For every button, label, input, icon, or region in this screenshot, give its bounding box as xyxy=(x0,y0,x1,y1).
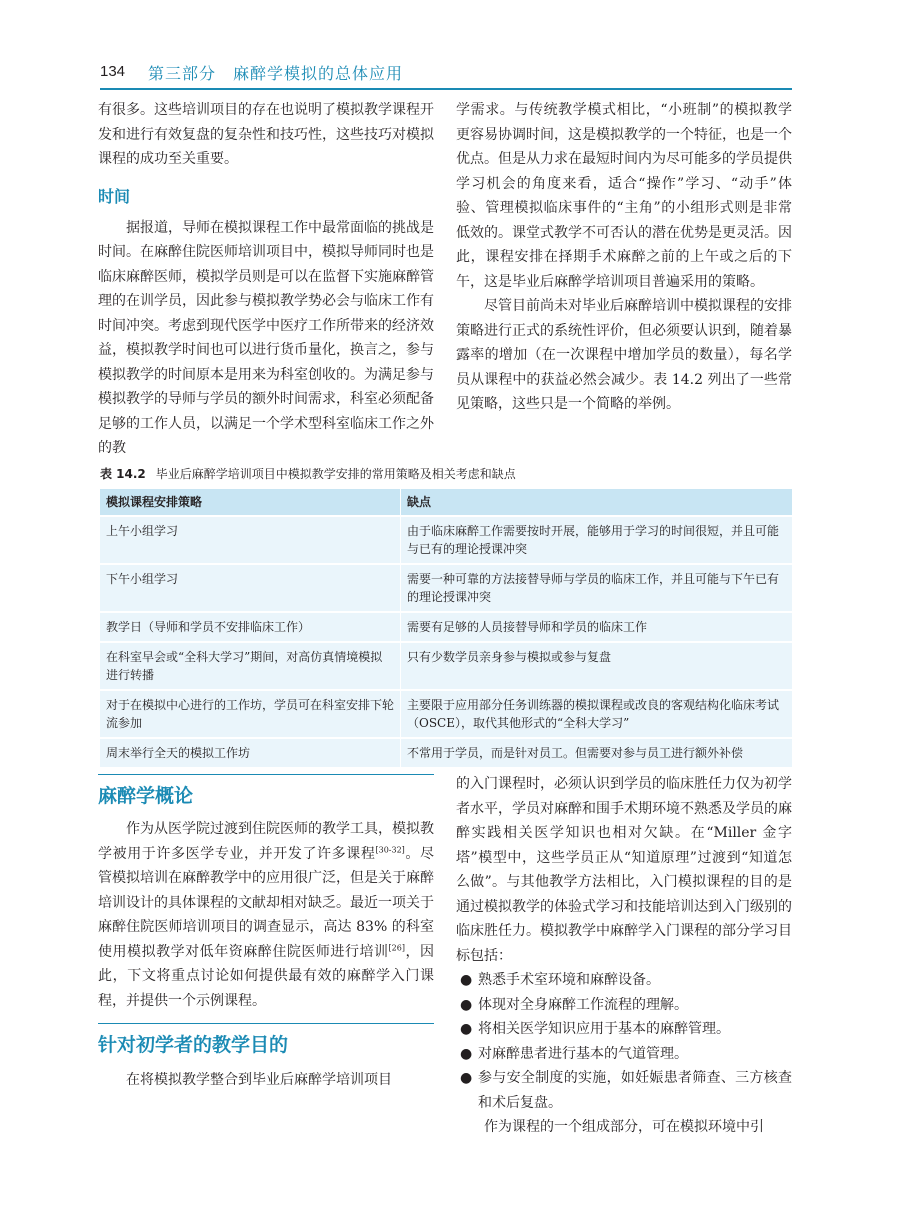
list-item-text: 熟悉手术室环境和麻醉设备。 xyxy=(478,972,660,988)
table-cell-drawback: 只有少数学员亲身参与模拟或参与复盘 xyxy=(401,643,792,689)
table-cell-strategy: 教学日（导师和学员不安排临床工作） xyxy=(100,613,401,641)
table-cell-drawback: 由于临床麻醉工作需要按时开展，能够用于学习的时间很短，并且可能与已有的理论授课冲突 xyxy=(401,517,792,563)
table-cell-drawback: 需要有足够的人员接替导师和学员的临床工作 xyxy=(401,613,792,641)
right-column-bottom xyxy=(456,772,792,1140)
paragraph-strategy: 尽管目前尚未对毕业后麻醉培训中模拟课程的安排策略进行正式的系统性评价，但必须要认识到，随着暴露率的增加（在一次课程中增加学员的数量），每名学员从课程中的获益必然会减少。表 14.2 列出了一些常见策略，这些只是一个简略的举例。 xyxy=(456,298,792,412)
list-item-text: 参与安全制度的实施，如妊娠患者筛查、三方核查和术后复盘。 xyxy=(478,1070,792,1111)
bullet-icon: ● xyxy=(460,1021,473,1037)
heading-goals: 针对初学者的教学目的 xyxy=(98,1034,289,1056)
heading-time: 时间 xyxy=(98,186,131,206)
paragraph-continued: 的入门课程时，必须认识到学员的临床胜任力仅为初学者水平，学员对麻醉和围手术期环境不熟悉及学员的麻醉实践相关医学知识也相对欠缺。在“Miller 金字塔”模型中，这些学员正从“知道原理”过渡到“知道怎么做”。与其他教学方法相比，入门模拟课程的目的是通过模拟教学的体验式学习和技能培训达到入门级别的临床胜任力。模拟教学中麻醉学入门课程的部分学习目标包括： xyxy=(456,776,792,964)
table-row xyxy=(100,517,792,563)
table-row xyxy=(100,565,792,611)
list-item xyxy=(456,1066,792,1115)
column-header-drawbacks: 缺点 xyxy=(401,489,792,515)
paragraph-intro-part: 作为从医学院过渡到住院医师的教学工具，模拟教学被用于许多医学专业，并开发了许多课程 xyxy=(98,821,434,862)
citation: [30-32] xyxy=(375,844,405,854)
learning-goals-list xyxy=(456,968,792,1115)
table-cell-drawback: 不常用于学员，而是针对员工。但需要对参与员工进行额外补偿 xyxy=(401,739,792,767)
list-item xyxy=(456,1042,792,1067)
left-column-top xyxy=(98,98,434,461)
table-number: 表 14.2 xyxy=(100,467,146,481)
right-column-top xyxy=(456,98,792,417)
list-item-text: 对麻醉患者进行基本的气道管理。 xyxy=(478,1045,688,1062)
paragraph-time: 据报道，导师在模拟课程工作中最常面临的挑战是时间。在麻醉住院医师培训项目中，模拟导师同时也是临床麻醉医师，模拟学员则是可以在监督下实施麻醉管理的在训学员，因此参与模拟教学势必会与临床工作有时间冲突。考虑到现代医学中医疗工作所带来的经济效益，模拟教学时间也可以进行货币量化，换言之，参与模拟教学的时间原本是用来为科室创收的。为满足参与模拟教学的导师与学员的额外时间需求，科室必须配备足够的工作人员，以满足一个学术型科室临床工作之外的教 xyxy=(98,219,434,456)
table-row xyxy=(100,643,792,689)
table-cell-strategy: 周末举行全天的模拟工作坊 xyxy=(100,739,401,767)
left-column-bottom xyxy=(98,774,434,1093)
list-item xyxy=(456,968,792,993)
citation: [26] xyxy=(388,942,405,952)
table-cell-drawback: 需要一种可靠的方法接替导师与学员的临床工作，并且可能与下午已有的理论授课冲突 xyxy=(401,565,792,611)
bullet-icon: ● xyxy=(460,996,473,1013)
table-row xyxy=(100,739,792,767)
paragraph-last: 作为课程的一个组成部分，可在模拟环境中引 xyxy=(484,1119,764,1135)
table-cell-strategy: 上午小组学习 xyxy=(100,517,401,563)
table-cell-strategy: 在科室早会或“全科大学习”期间，对高仿真情境模拟进行转播 xyxy=(100,643,401,689)
heading-intro: 麻醉学概论 xyxy=(98,785,194,807)
paragraph-goals: 在将模拟教学整合到毕业后麻醉学培训项目 xyxy=(126,1072,392,1088)
paragraph-intro-part: 。尽管模拟培训在麻醉教学中的应用很广泛，但是关于麻醉培训设计的具体课程的文献却相对缺乏。最近一项关于麻醉住院医师培训项目的调查显示，高达 83% 的科室使用模拟教学对低年资麻醉住院医师进行培训 xyxy=(98,845,435,960)
bullet-icon: ● xyxy=(460,972,473,988)
section-rule xyxy=(98,774,434,775)
list-item-text: 将相关医学知识应用于基本的麻醉管理。 xyxy=(478,1021,730,1037)
table-caption xyxy=(100,465,792,483)
list-item xyxy=(456,1017,792,1042)
table-cell-strategy: 下午小组学习 xyxy=(100,565,401,611)
table-header-row xyxy=(100,489,792,515)
table-caption-text: 毕业后麻醉学培训项目中模拟教学安排的常用策略及相关考虑和缺点 xyxy=(155,467,516,481)
paragraph-continued: 学需求。与传统教学模式相比，“小班制”的模拟教学更容易协调时间，这是模拟教学的一个特征，也是一个优点。但是从力求在最短时间内为尽可能多的学员提供学习机会的角度来看，适合“操作”学习、“动手”体验、管理模拟临床事件的“主角”的小组形式则是非常低效的。课堂式教学不可否认的潜在优势是更灵活。因此，课程安排在择期手术麻醉之前的上午或之后的下午，这是毕业后麻醉学培训项目普遍采用的策略。 xyxy=(456,102,792,290)
paragraph-continued: 有很多。这些培训项目的存在也说明了模拟教学课程开发和进行有效复盘的复杂性和技巧性，这些技巧对模拟课程的成功至关重要。 xyxy=(98,102,434,167)
table-row xyxy=(100,691,792,737)
list-item-text: 体现对全身麻醉工作流程的理解。 xyxy=(478,996,688,1013)
running-title: 第三部分 麻醉学模拟的总体应用 xyxy=(148,64,404,83)
bullet-icon: ● xyxy=(460,1045,473,1062)
bullet-icon: ● xyxy=(460,1070,473,1086)
page-number: 134 xyxy=(100,63,126,80)
column-header-strategy: 模拟课程安排策略 xyxy=(100,489,401,515)
strategy-table xyxy=(100,487,792,769)
section-rule xyxy=(98,1023,434,1024)
table-cell-strategy: 对于在模拟中心进行的工作坊，学员可在科室安排下轮流参加 xyxy=(100,691,401,737)
paragraph-intro xyxy=(98,817,434,1013)
list-item xyxy=(456,993,792,1018)
table-row xyxy=(100,613,792,641)
header-rule xyxy=(100,88,792,90)
paragraph-intro-part: ，因此，下文将重点讨论如何提供最有效的麻醉学入门课程，并提供一个示例课程。 xyxy=(98,943,435,1009)
running-header xyxy=(100,61,792,87)
table-cell-drawback: 主要限于应用部分任务训练器的模拟课程或改良的客观结构化临床考试（OSCE），取代其他形式的“全科大学习” xyxy=(401,691,792,737)
